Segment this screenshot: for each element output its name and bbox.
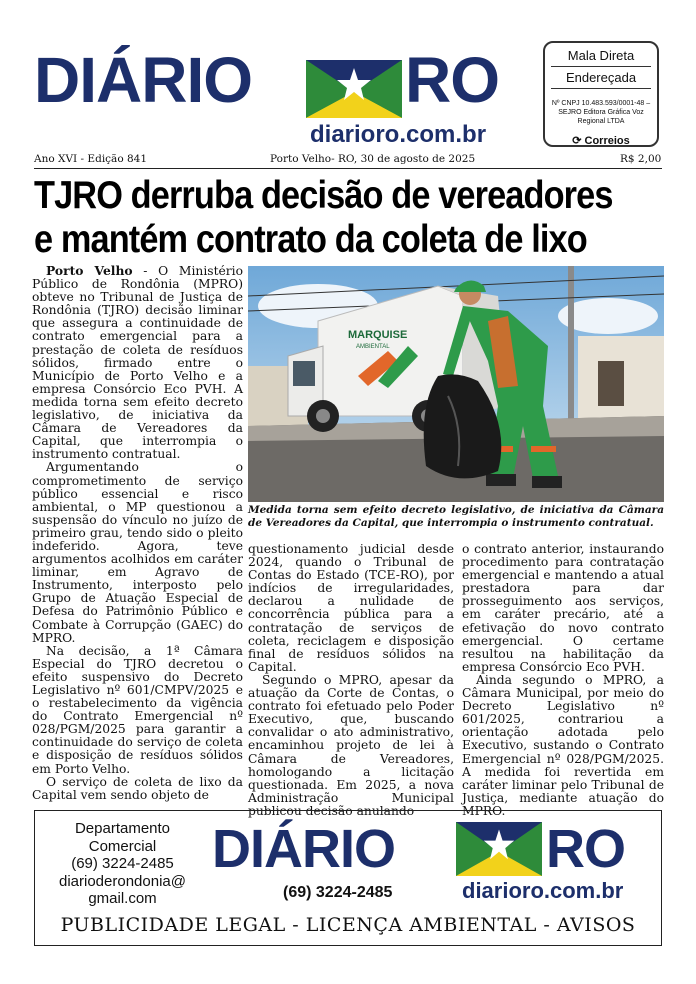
- article-column-1: [32, 264, 243, 802]
- ad-contact-email[interactable]: diarioderondonia@: [59, 872, 186, 890]
- mail-box-small: Nº CNPJ 10.483.593/0001-48 – SEJRO Editora Gráfica Voz Regional LTDA: [551, 100, 651, 125]
- correios-label: Correios: [584, 135, 630, 147]
- masthead-divider: [34, 168, 662, 169]
- masthead-logo-diario: DIÁRIO: [34, 44, 252, 116]
- place-date: Porto Velho- RO, 30 de agosto de 2025: [270, 153, 476, 165]
- article-paragraph: questionamento judicial desde 2024, quando o Tribunal de Contas do Estado (TCE-RO), por indícios de irregularidades, declarou a nulidade de concorrência pública para a contratação de serviços de coleta, reciclagem e disposição final de resíduos sólidos na Capital.: [248, 542, 454, 674]
- headline: [34, 174, 613, 262]
- article-paragraph: Segundo o MPRO, apesar da atuação da Corte de Contas, o contrato foi efetuado pelo Poder Executivo, que, buscando convalidar o ato administrativo, encaminhou projeto de lei à Câmara de Vereadores, homologando a licitação questionada. Em 2025, a nova Administração Municipal publicou decisão anulando: [248, 672, 454, 818]
- headline-line2: e mantém contrato da coleta de lixo: [34, 218, 587, 261]
- ad-contact-line: Comercial: [88, 837, 157, 855]
- correios-icon: ⟳: [572, 135, 585, 147]
- article-paragraph: Ainda segundo o MPRO, a Câmara Municipal, por meio do Decreto Legislativo nº 601/2025, contrariou a orientação adotada pelo Executivo, sustando o Contrato Emergencial nº 028/PGM/2025. A medida foi revertida em caráter liminar pelo Tribunal de Justiça, mediante atuação do MPRO.: [462, 672, 664, 818]
- ad-services: PUBLICIDADE LEGAL - LICENÇA AMBIENTAL - AVISOS: [60, 914, 636, 936]
- masthead-logo-ro: RO: [405, 44, 499, 116]
- ad-phone[interactable]: (69) 3224-2485: [283, 884, 393, 901]
- masthead-url[interactable]: diarioro.com.br: [310, 121, 487, 148]
- rondonia-flag-icon: [306, 60, 402, 118]
- article-text: - O Ministério Público de Rondônia (MPRO) obteve no Tribunal de Justiça de Rondônia (TJRO) decisão liminar que assegura a continuidade de contrato emergencial para a prestação de coleta de resíduos sólidos, firmado entre o Município de Porto Velho e a empresa Consórcio Eco PVH. A medida torna sem efeito decreto legislativo, de iniciativa da Câmara de Vereadores da Capital, que interrompia o instrumento contratual.: [32, 264, 243, 462]
- ad-logo-diario: DIÁRIO: [212, 819, 395, 879]
- ad-logo-ro: RO: [546, 819, 625, 879]
- price: R$ 2,00: [620, 153, 662, 165]
- article-paragraph: [32, 264, 243, 461]
- edition-info: Ano XVI - Edição 841: [34, 153, 148, 165]
- ad-rondonia-flag-icon: [456, 822, 542, 876]
- mail-direct-box: [543, 41, 659, 147]
- ad-contact-line: Departamento: [74, 820, 171, 837]
- article-column-2: [248, 543, 454, 818]
- article-paragraph: Na decisão, a 1ª Câmara Especial do TJRO decretou o efeito suspensivo do Decreto Legislativo nº 601/CMPV/2025 e o restabelecimento da vigência do Contrato Emergencial nº 028/PGM/2025 para garantir a continuidade do serviço de coleta e disposição de resíduos sólidos em Porto Velho.: [32, 643, 243, 776]
- headline-line1: TJRO derruba decisão de vereadores: [34, 174, 613, 217]
- photo-caption: Medida torna sem efeito decreto legislativo, de iniciativa da Câmara de Vereadores da Capital, que interrompia o instrumento contratual.: [248, 504, 664, 529]
- article-paragraph: o contrato anterior, instaurando procedimento para contratação emergencial e mantendo a atual prestadora para dar prosseguimento aos serviços, em caráter precário, até a efetivação do novo contrato emergencial. O certame resultou na habilitação da empresa Consórcio Eco PVH.: [462, 542, 664, 674]
- garbage-truck-photo: [248, 266, 664, 502]
- article-column-3: [462, 543, 664, 818]
- article-paragraph: O serviço de coleta de lixo da Capital vem sendo objeto de: [32, 774, 243, 802]
- mail-box-divider: [551, 88, 651, 89]
- truck-brand: MARQUISE: [348, 329, 408, 341]
- ad-contact-email-domain[interactable]: gmail.com: [88, 890, 157, 907]
- mail-box-divider: [551, 66, 651, 67]
- correios-logo: [545, 134, 657, 147]
- mail-box-line2: Endereçada: [565, 70, 637, 85]
- ad-url[interactable]: diarioro.com.br: [462, 878, 624, 903]
- truck-sub: AMBIENTAL: [356, 344, 390, 350]
- ad-contact-phone[interactable]: (69) 3224-2485: [71, 855, 174, 872]
- mail-box-line1: Mala Direta: [567, 48, 635, 63]
- ad-contact: [40, 820, 205, 908]
- article-lead: Porto Velho: [46, 263, 133, 278]
- article-paragraph: Argumentando o comprometimento de serviço público essencial e risco ambiental, o MP questionou a suspensão do vínculo no juízo de primeiro grau, tendo sido o pleito indeferido. Agora, teve argumentos acolhidos em caráter liminar, em Agravo de Instrumento, interposto pelo Grupo de Atuação Especial de Defesa do Patrimônio Público e Combate à Corrupção (GAEC) do MPRO.: [32, 460, 243, 645]
